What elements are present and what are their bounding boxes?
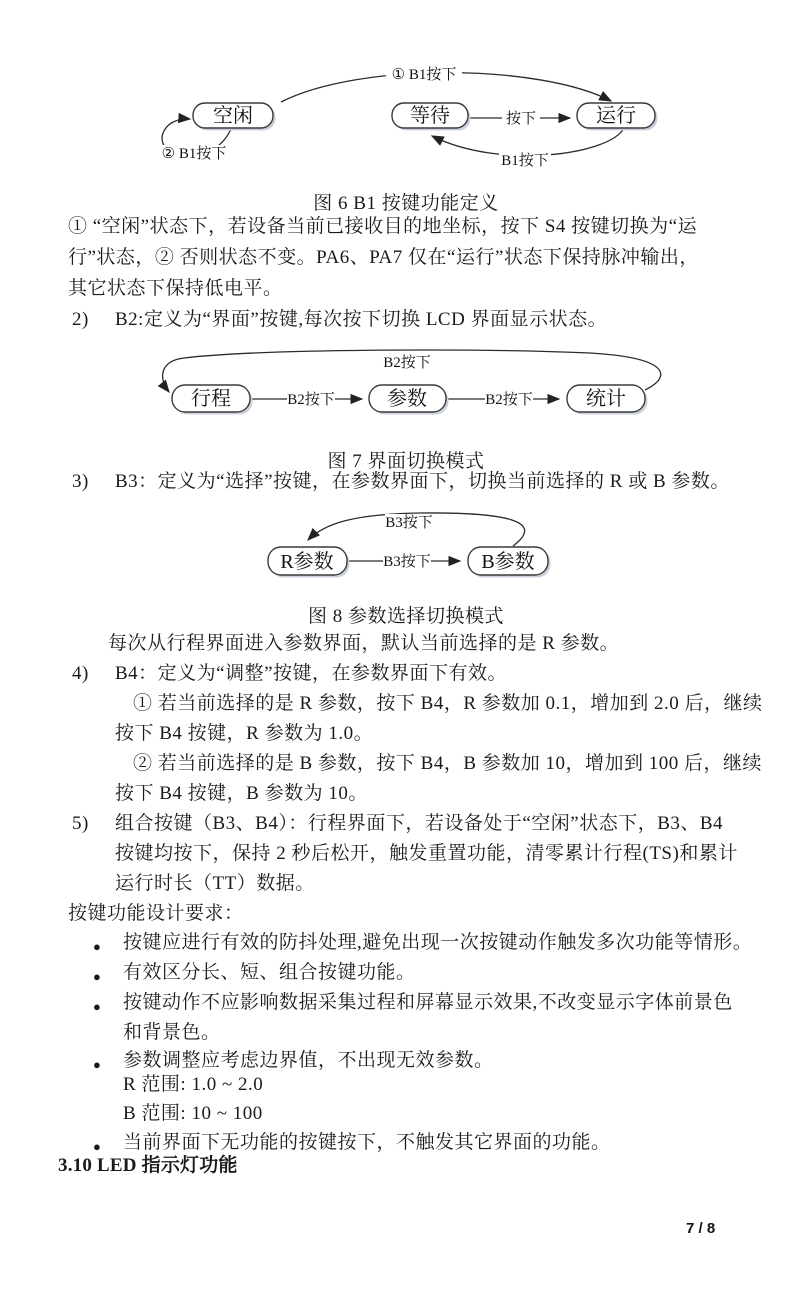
sub-item-line: 按下 B4 按键，B 参数为 10。 <box>115 783 368 804</box>
edge-label-back: B3按下 <box>385 515 433 531</box>
list-item-text: B4：定义为“调整”按键，在参数界面下有效。 <box>115 663 508 684</box>
range-line-b: B 范围: 10 ~ 100 <box>123 1103 263 1124</box>
paragraph-line: 每次从行程界面进入参数界面，默认当前选择的是 R 参数。 <box>108 633 620 654</box>
bullet-marker: ● <box>93 1057 101 1072</box>
bullet-item-text: 参数调整应考虑边界值，不出现无效参数。 <box>123 1050 494 1071</box>
list-number: 5) <box>72 813 89 834</box>
figure7-caption: 图 7 界面切换模式 <box>327 451 485 472</box>
sub-item-line: ① 若当前选择的是 R 参数，按下 B4，R 参数加 0.1，增加到 2.0 后，继续 <box>133 693 763 714</box>
list-item-text: B2:定义为“界面”按键,每次按下切换 LCD 界面显示状态。 <box>115 309 608 330</box>
figure6-state-diagram <box>140 55 660 185</box>
edge-label-e2: B2按下 <box>485 392 533 408</box>
edge-label-top: ① B1按下 <box>391 67 457 83</box>
state-node-idle <box>193 103 276 131</box>
state-label-run: 运行 <box>596 105 636 127</box>
list-item-text: 组合按键（B3、B4）：行程界面下，若设备处于“空闲”状态下，B3、B4 <box>115 813 724 834</box>
bullet-item-text: 有效区分长、短、组合按键功能。 <box>123 962 416 983</box>
state-node-r-param <box>268 547 350 578</box>
paragraph-line: 行”状态，② 否则状态不变。PA6、PA7 仅在“运行”状态下保持脉冲输出， <box>68 247 699 268</box>
paragraph-line: 其它状态下保持低电平。 <box>68 278 283 299</box>
state-node-trip <box>172 385 253 415</box>
edge-label-press: 按下 <box>505 111 537 127</box>
list-item-line: 运行时长（TT）数据。 <box>115 873 315 894</box>
list-item-line: 按键均按下，保持 2 秒后松开，触发重置功能，清零累计行程(TS)和累计 <box>115 843 738 864</box>
state-label-idle: 空闲 <box>213 105 253 127</box>
bullet-marker: ● <box>93 969 101 984</box>
edge-label-self: ② B1按下 <box>161 146 227 162</box>
state-node-stat <box>567 385 648 415</box>
paragraph-line: ① “空闲”状态下，若设备当前已接收目的地坐标，按下 S4 按键切换为“运 <box>68 216 698 237</box>
section-heading: 3.10 LED 指示灯功能 <box>58 1155 238 1176</box>
state-node-param <box>369 385 449 415</box>
bullet-marker: ● <box>93 939 101 954</box>
figure8-state-diagram <box>240 505 570 600</box>
bullet-item-text: 当前界面下无功能的按键按下，不触发其它界面的功能。 <box>123 1132 611 1153</box>
state-node-wait <box>392 103 471 131</box>
figure6-caption: 图 6 B1 按键功能定义 <box>313 193 499 214</box>
range-line-r: R 范围: 1.0 ~ 2.0 <box>123 1074 264 1095</box>
list-item-text: B3：定义为“选择”按键，在参数界面下，切换当前选择的 R 或 B 参数。 <box>115 471 730 492</box>
edge-label-fwd: B3按下 <box>383 554 431 570</box>
page-number: 7 / 8 <box>686 1220 716 1237</box>
state-node-b-param <box>468 547 551 578</box>
state-label-r-param: R参数 <box>280 551 334 573</box>
list-number: 2) <box>72 309 89 330</box>
state-label-trip: 行程 <box>191 388 231 410</box>
sub-item-line: 按下 B4 按键，R 参数为 1.0。 <box>115 723 374 744</box>
bullet-marker: ● <box>93 1139 101 1154</box>
requirements-title: 按键功能设计要求： <box>68 903 244 924</box>
sub-item-line: ② 若当前选择的是 B 参数，按下 B4，B 参数加 10，增加到 100 后，继续 <box>133 753 763 774</box>
edge-label-back: B1按下 <box>501 153 549 169</box>
list-number: 4) <box>72 663 89 684</box>
state-node-run <box>577 103 658 131</box>
figure8-caption: 图 8 参数选择切换模式 <box>307 606 504 627</box>
state-label-stat: 统计 <box>586 388 626 410</box>
bullet-marker: ● <box>93 999 101 1014</box>
bullet-item-line: 和背景色。 <box>123 1022 221 1043</box>
edge-run-to-wait <box>432 128 624 156</box>
state-label-b-param: B参数 <box>481 551 535 573</box>
state-label-param: 参数 <box>387 388 427 410</box>
edge-label-e1: B2按下 <box>287 392 335 408</box>
bullet-item-text: 按键应进行有效的防抖处理,避免出现一次按键动作触发多次功能等情形。 <box>123 932 753 953</box>
bullet-item-text: 按键动作不应影响数据采集过程和屏幕显示效果,不改变显示字体前景色 <box>123 992 733 1013</box>
list-number: 3) <box>72 471 89 492</box>
edge-label-wrap: B2按下 <box>383 355 431 371</box>
state-label-wait: 等待 <box>410 105 450 127</box>
